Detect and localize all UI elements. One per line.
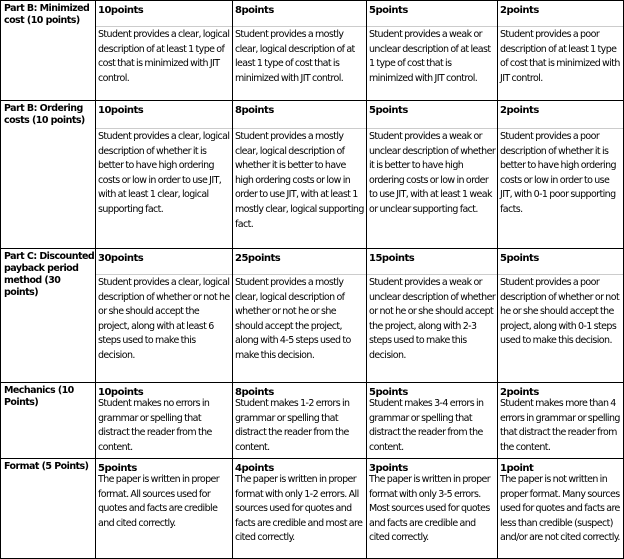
- criterion-label: Mechanics (10 Points): [4, 385, 74, 408]
- cell-separator: [498, 274, 623, 275]
- points-label: 10points: [98, 105, 144, 116]
- points-label: 10points: [98, 387, 144, 398]
- level-description: Student provides a clear, logical description of at least 1 type of cost that is minimized with JIT control.: [98, 29, 230, 84]
- level-description: The paper is written in proper format with only 3-5 errors. Most sources used for quotes and facts are credible and cited correctly.: [369, 474, 491, 544]
- level-description: Student provides a weak or unclear description of at least 1 type of cost that is minimized with JIT control.: [369, 29, 491, 84]
- column-border: [232, 0, 233, 559]
- points-label: 25points: [235, 253, 281, 264]
- cell-separator: [96, 26, 232, 27]
- level-description: Student makes no errors in grammar or spelling that distract the reader from the content.: [98, 398, 212, 453]
- row-border: [0, 458, 624, 459]
- level-description: Student provides a poor description of whether or not he or she should accept the project, along with 0-1 steps used to make this decision.: [500, 277, 620, 347]
- points-label: 4points: [235, 463, 274, 474]
- criterion-label: Part C: Discounted payback period method (30 points): [4, 251, 95, 298]
- row-border: [0, 0, 624, 1]
- points-label: 3points: [369, 463, 408, 474]
- level-description: Student provides a poor description of whether it is better to have high ordering costs or low in order to use JIT, with 0-1 poor supporting facts.: [500, 131, 616, 215]
- level-description: The paper is written in proper format. All sources used for quotes and facts are credible and cited correctly.: [98, 474, 220, 529]
- points-label: 2points: [500, 5, 539, 16]
- points-label: 2points: [500, 105, 539, 116]
- level-description: Student provides a weak or unclear description of whether or not he or she should accept the project, along with 2-3 steps used to make this decision.: [369, 277, 496, 361]
- cell-separator: [498, 26, 623, 27]
- level-description: Student provides a mostly clear, logical description of at least 1 type of cost that is minimized with JIT control.: [235, 29, 355, 84]
- column-border: [95, 0, 96, 559]
- points-label: 1point: [500, 463, 534, 474]
- level-description: Student provides a clear, logical description of whether it is better to have high ordering costs or low in order to use JIT, with at least 1 clear, logical supporting fact.: [98, 131, 230, 215]
- row-border: [0, 100, 624, 101]
- level-description: Student provides a weak or unclear description of whether it is better to have high ordering costs or low in order to use JIT, with at least 1 weak or unclear supporting fact.: [369, 131, 496, 215]
- points-label: 2points: [500, 387, 539, 398]
- points-label: 8points: [235, 5, 274, 16]
- points-label: 5points: [369, 5, 408, 16]
- level-description: Student provides a mostly clear, logical description of whether it is better to have high ordering costs or low in order to use JIT, with at least 1 mostly clear, logical supporting fact.: [235, 131, 364, 230]
- level-description: The paper is not written in proper format. Many sources used for quotes and facts are less than credible (suspect) and/or are not cited correctly.: [500, 474, 620, 544]
- cell-separator: [233, 26, 366, 27]
- points-label: 30points: [98, 253, 144, 264]
- points-label: 8points: [235, 105, 274, 116]
- level-description: Student makes 3-4 errors in grammar or spelling that distract the reader from the content.: [369, 398, 484, 453]
- points-label: 10points: [98, 5, 144, 16]
- cell-separator: [96, 274, 232, 275]
- cell-separator: [367, 128, 497, 129]
- cell-separator: [96, 128, 232, 129]
- points-label: 5points: [369, 387, 408, 398]
- cell-separator: [233, 128, 366, 129]
- points-label: 15points: [369, 253, 415, 264]
- points-label: 8points: [235, 387, 274, 398]
- row-border: [0, 248, 624, 249]
- cell-separator: [498, 128, 623, 129]
- cell-separator: [233, 274, 366, 275]
- criterion-label: Part B: Ordering costs (10 points): [4, 103, 85, 126]
- level-description: Student provides a poor description of at least 1 type of cost that is minimized with JIT control.: [500, 29, 620, 84]
- column-border: [366, 0, 367, 559]
- column-border: [0, 0, 1, 559]
- level-description: The paper is written in proper format with only 1-2 errors. All sources used for quotes and facts are credible and most are cited correctly.: [235, 474, 363, 544]
- level-description: Student makes more than 4 errors in grammar or spelling that distract the reader from the content.: [500, 398, 620, 453]
- cell-separator: [367, 274, 497, 275]
- level-description: Student provides a mostly clear, logical description of whether or not he or she should accept the project, along with 4-5 steps used to make this decision.: [235, 277, 351, 361]
- criterion-label: Part B: Minimized cost (10 points): [4, 3, 90, 26]
- level-description: Student makes 1-2 errors in grammar or spelling that distract the reader from the content.: [235, 398, 350, 453]
- level-description: Student provides a clear, logical description of whether or not he or she should accept the project, along with at least 6 steps used to make this decision.: [98, 277, 230, 361]
- points-label: 5points: [98, 463, 137, 474]
- points-label: 5points: [500, 253, 539, 264]
- row-border: [0, 382, 624, 383]
- criterion-label: Format (5 Points): [4, 461, 89, 472]
- column-border: [497, 0, 498, 559]
- points-label: 5points: [369, 105, 408, 116]
- cell-separator: [367, 26, 497, 27]
